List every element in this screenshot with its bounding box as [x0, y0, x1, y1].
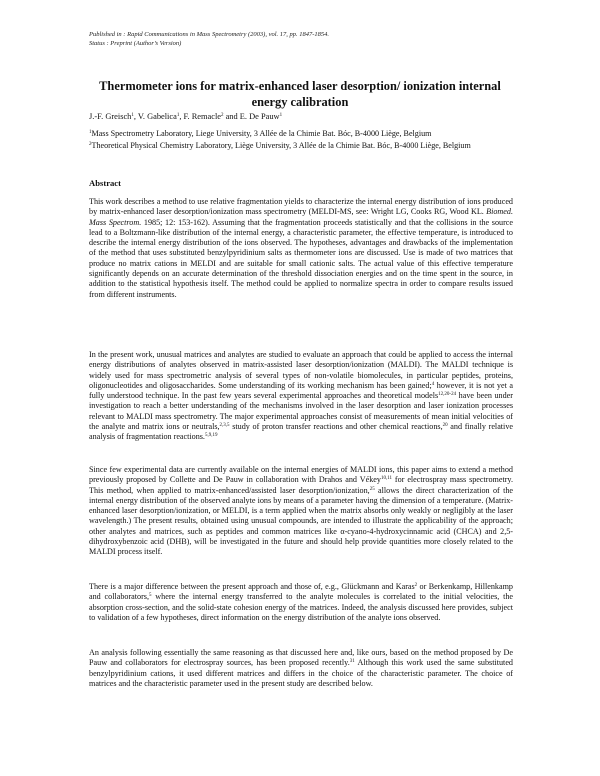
- affiliation-marker: 1: [131, 113, 134, 118]
- abstract-part: This work describes a method to use relative fragmentation yields to characterize the internal energy distribution of ions produced by matrix-enhanced laser desorption/ionization mass spectrometry (MELDI-MS, see: Wright LG, Cooks RG, Wood KL.: [89, 197, 513, 217]
- affiliation-number: 2: [89, 141, 92, 147]
- journal-name: Biomed. Mass Spectrom.: [89, 207, 513, 227]
- affiliation-marker: 1: [176, 113, 180, 118]
- body-paragraph-4: [89, 648, 513, 689]
- affiliation-text: Theoretical Physical Chemistry Laboratory, Liège University, 3 Allée de la Chimie Bat. Bóc, B-4000 Liège, Belgium: [91, 140, 471, 150]
- text-run: An analysis following essentially the same reasoning as that discussed here and, like ours, based on the method proposed by De Pauw and collaborators for electrospray sources, has been proposed recently.: [89, 648, 513, 668]
- author-list: [89, 111, 511, 122]
- affiliation-1: [89, 129, 509, 140]
- publication-status: Status : Preprint (Author’s Version): [89, 40, 182, 47]
- body-paragraph-2: [89, 465, 513, 558]
- citation: 2,3,5: [219, 423, 230, 429]
- citation: 10,11: [380, 476, 393, 482]
- publication-info: [89, 30, 529, 48]
- citation: 4: [431, 381, 435, 387]
- text-run: have been under investigation to reach a better understanding of the mechanisms involved in the laser desorption and laser ionization processes relevant to MALDI mass spectrometry. The major experimental approaches consist of measurements of mean initial velocities of the analyte and matrix ions or neutrals,: [89, 391, 513, 432]
- author-name: and E. De Pauw: [223, 112, 280, 121]
- abstract-text: [89, 197, 513, 300]
- citation: 5,9,19: [204, 433, 218, 439]
- body-paragraph-1: [89, 350, 513, 443]
- author-name: J.-F. Greisch: [89, 112, 132, 121]
- affiliation-marker: 1: [279, 113, 283, 118]
- citation: 5: [149, 593, 152, 599]
- abstract-part: 1985; 12: 153-162). Assuming that the fragmentation proceeds statistically and that the collisions in the source lead to a Boltzmann-like distribution of the internal energy, a characteristic parameter, the effective temperature, is introduced to describe the internal energy distribution of the ions observed. The hypotheses, advantages and drawbacks of the implementation of the method that uses substituted benzylpyridinium salts as thermometer ions are discussed. Use is made of two matrices that produce no matrix cations in MELDI and are suitable for small cationic salts. The actual value of this effective temperature significantly depends on an accurate determination of the threshold dissociation energies and on the time spent in the source, in addition to the statistical hypothesis itself. The method could be applied to normalize spectra in order to compare results issued from different instruments.: [89, 217, 513, 299]
- text-run: allows the direct characterization of the internal energy distribution of the observed analyte ions by means of a parameter having the dimension of a temperature. (Matrix-enhanced laser desorption/ionization, or MELDI, is a term applied when the matrix absorbs only weakly or negligibly at the laser wavelength.) The present results, obtained using unusual compounds, are intended to illustrate the applicability of the approach; other analytes and matrices, such as peptides and common matrices like α-cyano-4-hydroxycinnamic acid (CHCA) and 2,5-dihydroxybenzoic acid (DHB), will be investigated in the future and should help provide quantities more closely related to the MALDI process itself.: [89, 485, 513, 557]
- text-run: study of proton transfer reactions and other chemical reactions,: [229, 422, 443, 432]
- text-run: In the present work, unusual matrices and analytes are studied to evaluate an approach that could be applied to access the internal energy distributions of analytes observed in matrix-assisted laser desorption/ionization (MALDI). The MALDI technique is widely used for mass spectrometric analysis of several types of non-volatile biomolecules, in particular peptides, proteins, oligonucleotides and oligosaccharides. Some understanding of its working mechanism has been gained;: [89, 350, 513, 390]
- publication-citation: Published in : Rapid Communications in Mass Spectrometry (2003), vol. 17, pp. 1847-1854.: [89, 31, 330, 38]
- paper-title: Thermometer ions for matrix-enhanced laser desorption/ ionization internal energy calibration: [99, 79, 501, 109]
- citation: 12,20-24: [438, 392, 457, 398]
- affiliation-2: [89, 141, 509, 152]
- text-run: Although this work used the same substituted benzylpyridinium cations, it used different matrices and differs in the choice of the characteristic parameter. The choice of matrices and the characteristic parameter used in the present study are described below.: [89, 658, 513, 688]
- author-name: , F. Remacle: [179, 112, 221, 121]
- affiliation-text: Mass Spectrometry Laboratory, Liege University, 3 Allée de la Chimie Bat. Bóc, B-4000 Liège, Belgium: [91, 129, 432, 138]
- author-name: , V. Gabelica: [133, 112, 177, 121]
- text-run: for electrospray mass spectrometry. This method, when applied to matrix-enhanced/assisted laser desorption/ionization,: [89, 475, 513, 495]
- citation: 2: [414, 583, 418, 588]
- affiliation-marker: 2: [221, 113, 224, 118]
- body-paragraph-3: [89, 582, 513, 623]
- text-run: Since few experimental data are currently available on the internal energies of MALDI ions, this paper aims to extend a method previously proposed by Collette and De Pauw in collaboration with Drahos and Vékey: [89, 465, 513, 485]
- abstract-heading: Abstract: [89, 178, 121, 188]
- text-run: however, it is not yet a fully understood technique. In the past few years several experimental approaches and theoretical models: [89, 380, 514, 401]
- text-run: or Berkenkamp, Hillenkamp and collaborators,: [89, 582, 513, 602]
- text-run: where the internal energy transferred to the analyte molecules is correlated to the initial velocities, the absorption cross-section, and the solid-state cohesion energy of the matrices. Indeed, the analysis discussed here provides, subject to validation of a few hypotheses, direct information on the energy distribution of the analyte ions observed.: [89, 592, 513, 622]
- text-run: There is a major difference between the present approach and those of, e.g., Glückmann and Karas: [89, 582, 415, 591]
- affiliation-number: 1: [89, 130, 92, 135]
- affiliations: [89, 129, 509, 152]
- citation: 25: [369, 486, 375, 492]
- citation: 31: [349, 659, 355, 665]
- text-run: and finally relative analysis of fragmentation reactions.: [89, 422, 513, 442]
- citation: 20: [442, 423, 448, 429]
